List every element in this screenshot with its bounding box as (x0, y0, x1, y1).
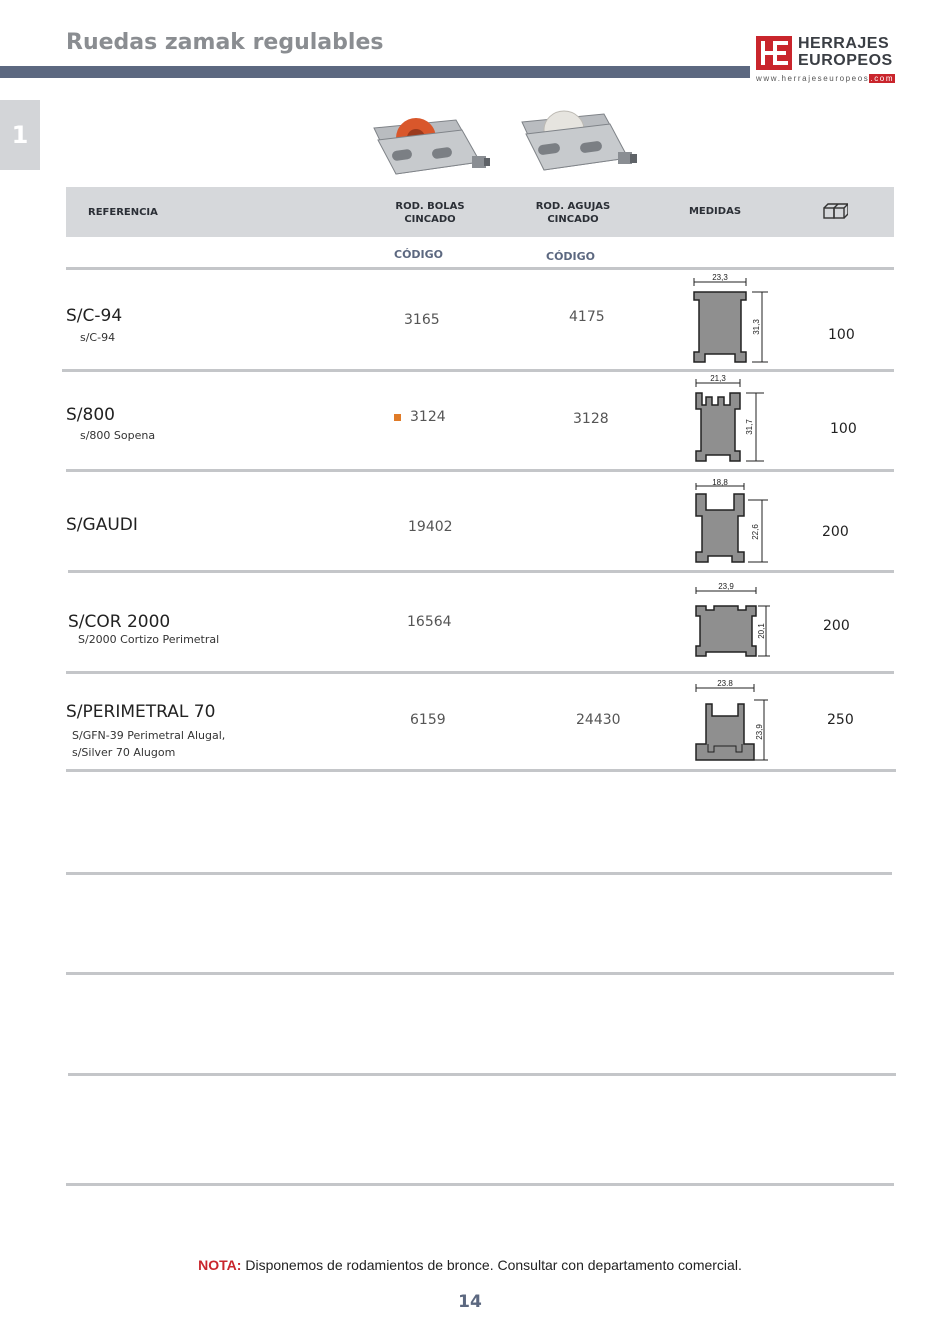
row-reference-detail: S/GFN-39 Perimetral Alugal, (72, 729, 226, 742)
title-bar (0, 66, 750, 78)
profile-width: 23,9 (718, 582, 734, 591)
profile-drawing (684, 580, 770, 662)
profile-drawing (684, 272, 770, 366)
brand-logo (756, 34, 896, 86)
row-reference: S/GAUDI (66, 515, 138, 535)
profile-height: 23,9 (755, 724, 764, 740)
row-code-bolas: 19402 (408, 519, 453, 535)
row-reference: S/COR 2000 (68, 612, 171, 632)
row-reference: S/PERIMETRAL 70 (66, 702, 216, 722)
row-code-agujas: 24430 (576, 712, 621, 728)
profile-width: 23.8 (717, 679, 733, 688)
profile-height: 31,7 (745, 419, 754, 435)
row-quantity: 200 (823, 618, 850, 634)
profile-width: 18,8 (712, 478, 728, 487)
brand-name-line2: EUROPEOS (798, 52, 893, 69)
row-quantity: 250 (827, 712, 854, 728)
row-code-bolas (394, 409, 446, 425)
note-text: Disponemos de rodamientos de bronce. Consultar con departamento comercial. (241, 1257, 742, 1273)
codigo-label-bolas: CÓDIGO (394, 248, 444, 261)
row-reference: S/800 (66, 405, 115, 425)
row-divider (66, 872, 892, 875)
page-title: Ruedas zamak regulables (66, 30, 384, 55)
profile-height: 22,6 (751, 524, 760, 540)
row-code-bolas: 6159 (410, 712, 446, 728)
header-referencia: REFERENCIA (88, 207, 158, 218)
header-rod-bolas (378, 200, 482, 226)
profile-width: 21,3 (710, 374, 726, 383)
row-quantity: 100 (828, 327, 855, 343)
row-code-bolas-value: 3124 (410, 409, 446, 425)
row-code-bolas: 3165 (404, 312, 440, 328)
row-divider (66, 972, 894, 975)
profile-drawing (684, 676, 770, 766)
profile-drawing (684, 373, 770, 467)
footer-note (0, 1257, 940, 1273)
row-divider (68, 570, 894, 573)
row-quantity: 200 (822, 524, 849, 540)
row-divider (66, 769, 896, 772)
box-quantity-icon (822, 201, 848, 223)
row-reference-detail: S/2000 Cortizo Perimetral (78, 633, 220, 646)
header-rod-bolas-line2: CINCADO (404, 214, 456, 225)
brand-website-tld: .com (870, 74, 895, 83)
header-rod-agujas-line1: ROD. AGUJAS (535, 201, 611, 212)
product-photo-agujas (518, 106, 644, 186)
brand-website-main: www.herrajeseuropeos (756, 74, 870, 83)
note-label: NOTA: (198, 1257, 242, 1273)
logo-mark-icon (756, 36, 792, 70)
row-code-agujas: 4175 (569, 309, 605, 325)
codigo-label-agujas: CÓDIGO (546, 250, 596, 263)
profile-width: 23,3 (712, 273, 728, 282)
row-divider (68, 1073, 896, 1076)
row-divider (66, 671, 894, 674)
page-number: 14 (458, 1292, 482, 1312)
header-rod-bolas-line1: ROD. BOLAS (395, 201, 465, 212)
header-rod-agujas (521, 200, 625, 226)
row-code-bolas: 16564 (407, 614, 452, 630)
product-photo-bolas (368, 110, 494, 186)
row-reference: S/C-94 (66, 306, 123, 326)
row-divider (66, 469, 894, 472)
row-divider (66, 267, 894, 270)
brand-name-line1: HERRAJES (798, 35, 890, 52)
row-code-agujas: 3128 (573, 411, 609, 427)
row-divider (62, 369, 894, 372)
row-quantity: 100 (830, 421, 857, 437)
brand-website (756, 74, 895, 83)
profile-height: 31,3 (752, 319, 761, 335)
chapter-tab: 1 (0, 100, 40, 170)
new-item-marker-icon (394, 414, 401, 421)
row-reference-detail: s/800 Sopena (80, 429, 156, 442)
header-medidas: MEDIDAS (688, 206, 742, 217)
row-divider (66, 1183, 894, 1186)
row-reference-detail: s/C-94 (80, 331, 116, 344)
row-reference-detail: s/Silver 70 Alugom (72, 746, 176, 759)
header-rod-agujas-line2: CINCADO (547, 214, 599, 225)
table-header (66, 187, 894, 237)
profile-height: 20,1 (757, 623, 766, 639)
profile-drawing (684, 476, 770, 570)
